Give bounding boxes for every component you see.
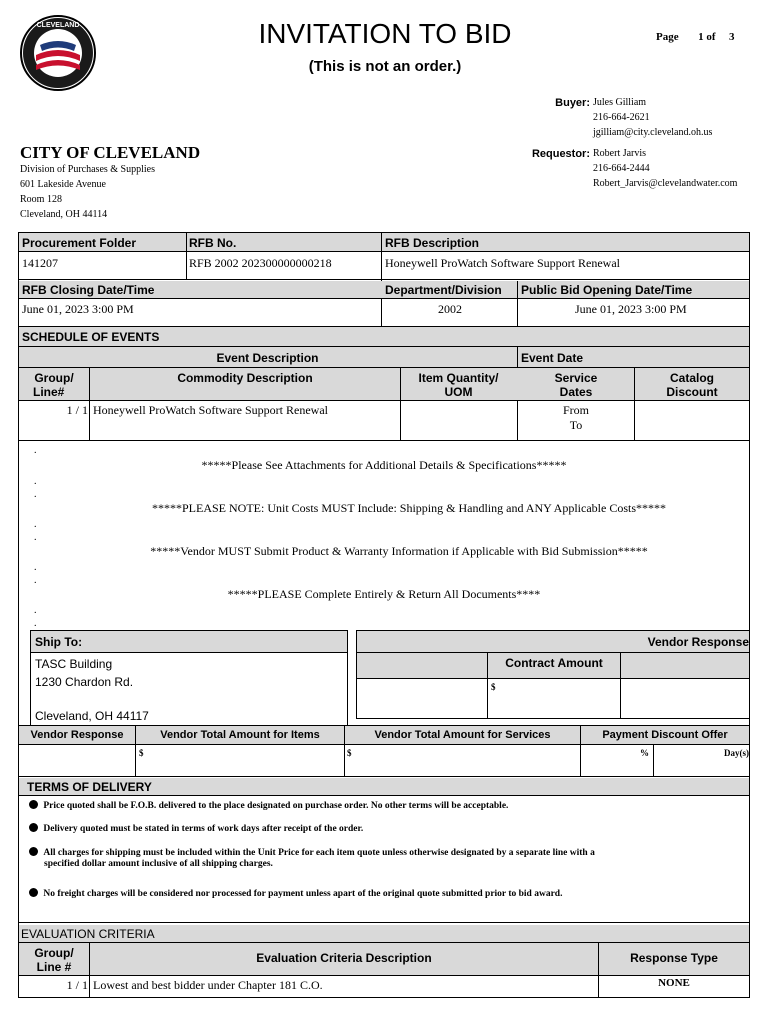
term-item-freight: No freight charges will be considered nor processed for payment unless apart of the original quote submitted prior to bid award. xyxy=(29,888,562,899)
totals-services-input[interactable] xyxy=(345,745,580,776)
bullet-icon xyxy=(29,847,38,856)
buyer-name: Jules Gilliam xyxy=(593,97,647,108)
eval-row-line: 1 / 1 xyxy=(66,978,88,992)
days-label: Day(s) xyxy=(724,748,749,758)
requestor-name: Robert Jarvis xyxy=(593,148,647,159)
closing-value: June 01, 2023 3:00 PM xyxy=(22,302,134,316)
buyer-phone: 216-664-2621 xyxy=(593,112,650,123)
terms-title: TERMS OF DELIVERY xyxy=(27,780,152,794)
org-line2: 601 Lakeside Avenue xyxy=(20,179,106,190)
requestor-label: Requestor: xyxy=(531,148,590,160)
note-dot: . xyxy=(34,445,37,456)
ship-to-line3: Cleveland, OH 44117 xyxy=(35,709,149,723)
ship-to-line2: 1230 Chardon Rd. xyxy=(35,675,134,689)
page-indicator: Page 1 of 3 xyxy=(656,31,735,43)
note-dot: . xyxy=(34,618,37,629)
rfb-no-value: RFB 2002 202300000000218 xyxy=(189,256,332,270)
items-dollar-sign: $ xyxy=(139,748,144,758)
totals-items-input[interactable] xyxy=(136,745,344,776)
org-line4: Cleveland, OH 44114 xyxy=(20,209,108,220)
contract-amount-label: Contract Amount xyxy=(505,656,603,670)
service-from: From xyxy=(562,403,589,417)
catalog-header: Catalog Discount xyxy=(666,371,718,399)
service-to: To xyxy=(569,418,583,432)
note-warranty: *****Vendor MUST Submit Product & Warranty Information if Applicable with Bid Submission***** xyxy=(150,544,648,558)
term-item-shipping-cont: specified dollar amount inclusive of all shipping charges. xyxy=(44,859,273,869)
bullet-icon xyxy=(29,823,38,832)
ship-to-label: Ship To: xyxy=(35,635,83,649)
requestor-email: Robert_Jarvis@clevelandwater.com xyxy=(593,178,738,189)
note-attachments: *****Please See Attachments for Additional Details & Specifications***** xyxy=(201,458,567,472)
note-dot: . xyxy=(34,489,37,500)
procurement-folder-label: Procurement Folder xyxy=(22,236,137,250)
eval-row-desc: Lowest and best bidder under Chapter 181 C.O. xyxy=(93,978,323,992)
event-desc-label: Event Description xyxy=(216,351,319,365)
svg-text:CLEVELAND: CLEVELAND xyxy=(36,22,80,29)
eval-desc-header: Evaluation Criteria Description xyxy=(256,951,432,965)
contract-vendor-response-label: Vendor Response xyxy=(647,635,749,649)
opening-label: Public Bid Opening Date/Time xyxy=(521,283,693,297)
page-subtitle: (This is not an order.) xyxy=(308,58,462,75)
procurement-folder-value: 141207 xyxy=(22,256,58,270)
closing-label: RFB Closing Date/Time xyxy=(22,283,155,297)
event-date-label: Event Date xyxy=(521,351,584,365)
note-dot: . xyxy=(34,575,37,586)
service-header: Service Dates xyxy=(554,371,598,399)
term-item-fob: Price quoted shall be F.O.B. delivered to the place designated on purchase order. No other terms will be acceptable. xyxy=(29,800,508,811)
rfb-desc-value: Honeywell ProWatch Software Support Renewal xyxy=(385,256,620,270)
ship-to-line1: TASC Building xyxy=(35,657,113,671)
discount-days-input[interactable] xyxy=(654,745,749,776)
totals-services-label: Vendor Total Amount for Services xyxy=(374,729,551,741)
org-name: CITY OF CLEVELAND xyxy=(20,143,201,162)
page-title: INVITATION TO BID xyxy=(258,18,512,49)
note-dot: . xyxy=(34,476,37,487)
totals-discount-label: Payment Discount Offer xyxy=(602,729,728,741)
eval-response-header: Response Type xyxy=(630,951,718,965)
totals-vendor-response-label: Vendor Response xyxy=(30,729,124,741)
schedule-title: SCHEDULE OF EVENTS xyxy=(22,330,160,344)
buyer-email: jgilliam@city.cleveland.oh.us xyxy=(593,127,713,138)
schedule-row-desc: Honeywell ProWatch Software Support Renewal xyxy=(93,403,328,417)
contract-dollar-sign: $ xyxy=(491,682,496,692)
rfb-no-label: RFB No. xyxy=(189,236,237,250)
services-dollar-sign: $ xyxy=(347,748,352,758)
bullet-icon xyxy=(29,888,38,897)
note-dot: . xyxy=(34,519,37,530)
commodity-header: Commodity Description xyxy=(177,371,313,385)
org-line1: Division of Purchases & Supplies xyxy=(20,164,155,175)
note-unit-costs: *****PLEASE NOTE: Unit Costs MUST Include: Shipping & Handling and ANY Applicable Costs***** xyxy=(152,501,666,515)
bullet-icon xyxy=(29,800,38,809)
percent-sign: % xyxy=(640,748,649,758)
note-dot: . xyxy=(34,562,37,573)
discount-percent-input[interactable] xyxy=(581,745,653,776)
dept-label: Department/Division xyxy=(385,283,502,297)
eval-group-header: Group/ Line # xyxy=(34,946,74,974)
evaluation-title: EVALUATION CRITERIA xyxy=(21,927,155,941)
note-dot: . xyxy=(34,605,37,616)
eval-row-response: NONE xyxy=(658,977,690,989)
qty-header: Item Quantity/ UOM xyxy=(418,371,499,399)
requestor-phone: 216-664-2444 xyxy=(593,163,650,174)
contract-amount-input[interactable] xyxy=(488,679,620,718)
note-dot: . xyxy=(34,532,37,543)
note-return-docs: *****PLEASE Complete Entirely & Return All Documents**** xyxy=(227,587,541,601)
org-line3: Room 128 xyxy=(20,194,62,205)
term-item-delivery: Delivery quoted must be stated in terms of work days after receipt of the order. xyxy=(29,823,363,834)
dept-value: 2002 xyxy=(438,302,462,316)
schedule-row-line: 1 / 1 xyxy=(66,403,88,417)
opening-value: June 01, 2023 3:00 PM xyxy=(575,302,687,316)
buyer-label: Buyer: xyxy=(555,97,590,109)
rfb-desc-label: RFB Description xyxy=(385,236,480,250)
term-item-shipping: All charges for shipping must be included within the Unit Price for each item quote unless otherwise designated by a separate line with a xyxy=(29,847,595,859)
group-header: Group/ Line# xyxy=(33,371,74,399)
totals-items-label: Vendor Total Amount for Items xyxy=(160,729,320,741)
